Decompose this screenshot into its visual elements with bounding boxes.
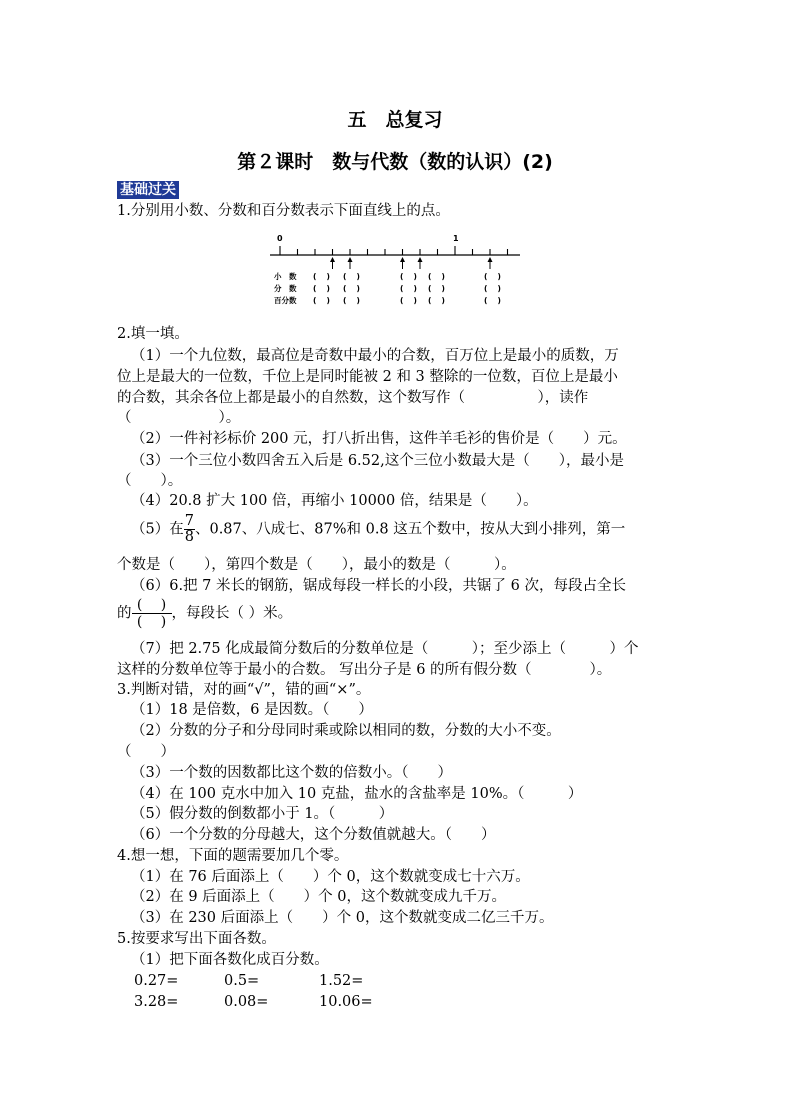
conversion-item: 10.06= <box>319 994 373 1010</box>
q3-6: （6）一个分数的分母越大，这个分数值就越大。（ ） <box>131 827 496 843</box>
answer-blank: ( ) <box>484 284 501 293</box>
q2-5-pre: （5）在 <box>131 521 184 538</box>
q4-1: （1）在 76 后面添上（ ）个 0，这个数就变成七十六万。 <box>131 869 530 885</box>
conversion-item: 1.52= <box>319 973 364 989</box>
answer-blank: ( ) <box>313 296 330 305</box>
tick-label-one: 1 <box>453 234 459 243</box>
section-badge: 基础过关 <box>117 181 179 199</box>
q2-3-line-a: （3）一个三位小数四舍五入后是 6.52,这个三位小数最大是（ ），最小是 <box>131 453 624 469</box>
answer-blank: ( ) <box>400 296 417 305</box>
q2-6-post: ，每段长（ ）米。 <box>171 605 293 622</box>
number-line-arrows <box>330 257 493 269</box>
number-line-ticks <box>280 246 508 255</box>
q2-6-line-a: （6）6.把 7 米长的钢筋，锯成每段一样长的小段，共锯了 6 次，每段占全长 <box>131 578 626 594</box>
point-arrow-head <box>488 257 493 262</box>
q2-6-line-b <box>117 597 292 630</box>
answer-blank: ( ) <box>343 272 360 281</box>
q3-4: （4）在 100 克水中加入 10 克盐，盐水的含盐率是 10%。（ ） <box>131 786 583 802</box>
q2-2: （2）一件衬衫标价 200 元，打八折出售，这件羊毛衫的售价是（ ）元。 <box>131 431 627 447</box>
q3-heading: 3.判断对错，对的画“√”，错的画“×”。 <box>117 682 371 698</box>
q2-5-post: 、0.87、八成七、87%和 0.8 这五个数中，按从大到小排列，第一 <box>194 521 626 538</box>
q3-3: （3）一个数的因数都比这个数的倍数小。（ ） <box>131 765 452 781</box>
page-title: 五 总复习 <box>347 109 443 131</box>
conversion-item: 0.08= <box>224 994 269 1010</box>
fraction-denominator: 8 <box>184 529 194 545</box>
tick-label-zero: 0 <box>277 234 283 243</box>
q2-1-line-c: 的合数，其余各位上都是最小的自然数，这个数写作（ ），读作 <box>117 390 589 406</box>
answer-blank: ( ) <box>400 272 417 281</box>
blank-fraction <box>132 597 172 630</box>
answer-blank: ( ) <box>484 272 501 281</box>
point-arrow-head <box>400 257 405 262</box>
point-arrow-head <box>348 257 353 262</box>
answer-blank: ( ) <box>400 284 417 293</box>
answer-blank: ( ) <box>428 296 445 305</box>
row-label-percent: 百分数 <box>274 296 297 305</box>
q3-2-line-b: （ ） <box>117 744 175 760</box>
fraction-numerator: 7 <box>184 513 194 529</box>
blank-fraction-denominator: ( ) <box>136 614 167 630</box>
q2-5-line-a <box>131 514 625 545</box>
q3-5: （5）假分数的倒数都小于 1。（ ） <box>131 806 394 822</box>
q2-heading: 2.填一填。 <box>117 326 189 342</box>
answer-blank: ( ) <box>313 284 330 293</box>
conversion-item: 0.27= <box>134 973 179 989</box>
number-line-figure <box>265 228 525 310</box>
q2-4: （4）20.8 扩大 100 倍，再缩小 10000 倍，结果是（ ）。 <box>131 493 538 509</box>
answer-blank: ( ) <box>484 296 501 305</box>
q2-5-line-b: 个数是（ ），第四个数是（ ），最小的数是（ ）。 <box>117 557 516 573</box>
q2-6-pre: 的 <box>117 605 132 622</box>
q2-1-line-b: 位上是最大的一位数，千位上是同时能被 2 和 3 整除的一位数，百位上是最小 <box>117 369 618 385</box>
q2-1-line-a: （1）一个九位数，最高位是奇数中最小的合数，百万位上是最小的质数，万 <box>131 348 619 364</box>
q2-1-line-d: （ ）。 <box>117 410 241 426</box>
q2-7-line-b: 这样的分数单位等于最小的合数。 写出分子是 6 的所有假分数（ ）。 <box>117 662 612 678</box>
q1-prompt: 1.分别用小数、分数和百分数表示下面直线上的点。 <box>117 203 450 219</box>
conversion-item: 0.5= <box>224 973 260 989</box>
lesson-subtitle: 第２课时 数与代数（数的认识）(2) <box>237 151 553 173</box>
q2-3-line-b: （ ）。 <box>117 473 183 489</box>
fraction-seven-eighths <box>184 514 195 545</box>
answer-blank: ( ) <box>313 272 330 281</box>
q4-heading: 4.想一想，下面的题需要加几个零。 <box>117 848 349 864</box>
blank-fraction-numerator: ( ) <box>132 597 172 614</box>
point-arrow-head <box>330 257 335 262</box>
q5-1: （1）把下面各数化成百分数。 <box>131 952 329 968</box>
q5-heading: 5.按要求写出下面各数。 <box>117 931 276 947</box>
point-arrow-head <box>418 257 423 262</box>
row-label-fraction: 分 数 <box>274 284 297 293</box>
answer-blank: ( ) <box>343 284 360 293</box>
q4-3: （3）在 230 后面添上（ ）个 0，这个数就变成二亿三千万。 <box>131 910 554 926</box>
answer-blank: ( ) <box>343 296 360 305</box>
q3-1: （1）18 是倍数，6 是因数。（ ） <box>131 702 373 718</box>
answer-blank: ( ) <box>428 284 445 293</box>
q2-7-line-a: （7）把 2.75 化成最简分数后的分数单位是（ ）；至少添上（ ）个 <box>131 641 639 657</box>
q4-2: （2）在 9 后面添上（ ）个 0，这个数就变成九千万。 <box>131 889 507 905</box>
answer-blank: ( ) <box>428 272 445 281</box>
q3-2-line-a: （2）分数的分子和分母同时乘或除以相同的数，分数的大小不变。 <box>131 723 561 739</box>
row-label-decimal: 小 数 <box>274 272 297 281</box>
conversion-item: 3.28= <box>134 994 179 1010</box>
